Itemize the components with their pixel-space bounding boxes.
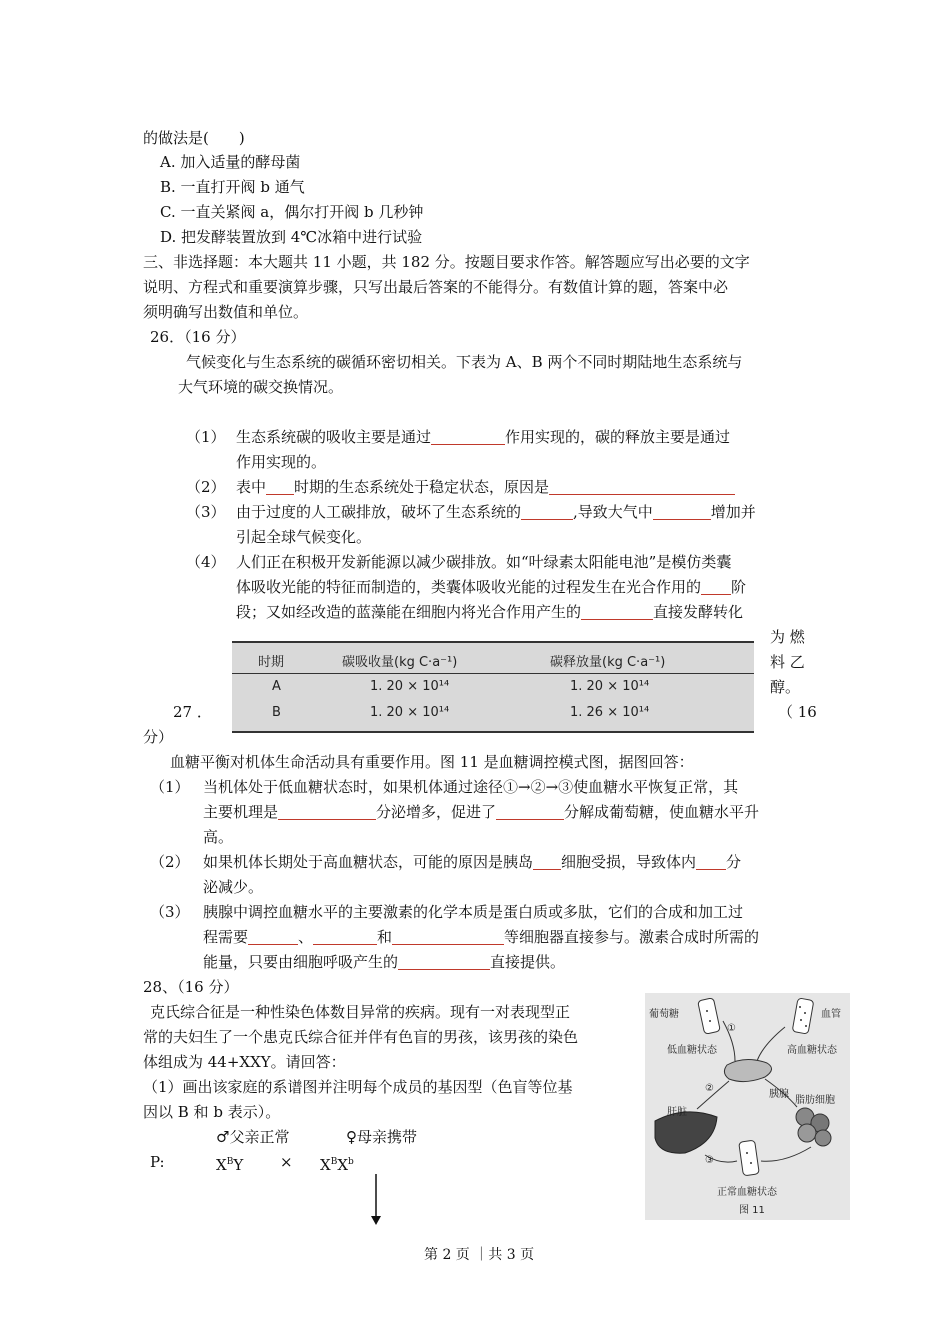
q26-item-3: 由于过度的人工碳排放，破坏了生态系统的 ,导致大气中 增加并 [236,503,756,521]
answer-blank[interactable] [398,954,490,970]
diagram-label: 胰腺 [769,1089,789,1100]
father-genotype: $X^BY$ [216,1156,244,1174]
text-line: 胰腺中调控血糖水平的主要激素的化学本质是蛋白质或多肽，它们的合成和加工过 [203,903,744,921]
text-line: 高。 [203,828,234,846]
q27-num-3: （3） [150,903,190,921]
answer-blank[interactable] [581,604,653,620]
q26-num-1: （1） [186,428,226,446]
text-line: 体组成为 44+XXY。请回答： [143,1053,346,1071]
diagram-label: 血管 [821,1009,841,1020]
mother-genotype: $X^BX^b$ [320,1156,354,1174]
q27-num-1: （1） [150,778,190,796]
q26-item-4b: 体吸收光能的特征而制造的，类囊体吸收光能的过程发生在光合作用的 阶 [236,578,747,596]
q27-num-2: （2） [150,853,190,871]
page-footer: 第 2 页 ｜共 3 页 [424,1247,535,1263]
generation-label: P: [150,1153,165,1171]
diagram-label: ① [727,1023,736,1034]
diagram-label: ② [705,1083,714,1094]
q27-item-1b: 主要机理是 分泌增多，促进了 分解成葡萄糖，使血糖水平升 [203,803,760,821]
table-cell: 1. 20 × 10¹⁴ [570,679,650,694]
answer-blank[interactable] [549,479,735,495]
carbon-exchange-table [232,641,754,733]
cross-symbol: × [280,1153,293,1171]
text-line: 料 乙 [770,653,805,671]
text-line: 常的夫妇生了一个患克氏综合征并伴有色盲的男孩，该男孩的染色 [143,1028,579,1046]
q26-item-1: 生态系统碳的吸收主要是通过 作用实现的，碳的释放主要是通过 [236,428,731,446]
text-line: 醇。 [770,678,801,696]
text-line: （ 16 [778,703,817,721]
diagram-label: 高血糖状态 [787,1045,837,1056]
section-heading: 三、非选择题：本大题共 11 小题，共 182 分。按题目要求作答。解答题应写出必要的文字 [143,253,750,271]
text-line: 说明、方程式和重要演算步骤，只写出最后答案的不能得分。有数值计算的题，答案中必 [143,278,729,296]
answer-blank[interactable] [521,504,573,520]
answer-blank[interactable] [266,479,294,495]
text-line: 克氏综合征是一种性染色体数目异常的疾病。现有一对表现型正 [150,1003,571,1021]
table-header: 时期 [258,655,285,670]
q27-item-2: 如果机体长期处于高血糖状态，可能的原因是胰岛 细胞受损，导致体内 分 [203,853,742,871]
question-28-heading: 28、（16 分） [143,978,239,996]
option-b: B. 一直打开阀 b 通气 [160,178,305,196]
diagram-label: 脂肪细胞 [795,1095,835,1106]
text-line: 的做法是( ) [143,129,245,147]
answer-blank[interactable] [278,804,376,820]
diagram-label: ③ [705,1155,714,1166]
blood-sugar-diagram [645,993,850,1220]
q27-item-3f: 能量，只要由细胞呼吸产生的 直接提供。 [203,953,566,971]
q26-num-3: （3） [186,503,226,521]
answer-blank[interactable] [653,504,711,520]
text-line: 大气环境的碳交换情况。 [178,378,344,396]
option-c: C. 一直关紧阀 a，偶尔打开阀 b 几秒钟 [160,203,424,221]
diagram-label: 葡萄糖 [649,1009,679,1020]
text-line: 气候变化与生态系统的碳循环密切相关。下表为 A、B 两个不同时期陆地生态系统与 [186,353,743,371]
q26-item-4d: 段；又如经改造的蓝藻能在细胞内将光合作用产生的 直接发酵转化 [236,603,744,621]
q26-num-2: （2） [186,478,226,496]
text-line: 血糖平衡对机体生命活动具有重要作用。图 11 是血糖调控模式图，据图回答： [170,753,694,771]
option-d: D. 把发酵装置放到 4℃冰箱中进行试验 [160,228,423,246]
text-line: 分） [143,728,174,746]
diagram-label: 低血糖状态 [667,1045,717,1056]
table-cell: A [272,679,281,694]
question-27-heading: 27 ． [173,703,212,721]
text-line: （1）画出该家庭的系谱图并注明每个成员的基因型（色盲等位基 [143,1078,573,1096]
answer-blank[interactable] [696,854,726,870]
diagram-label: 正常血糖状态 [717,1187,777,1198]
table-header-row [232,643,754,674]
text-line: 作用实现的。 [236,453,327,471]
answer-blank[interactable] [313,929,377,945]
answer-blank[interactable] [248,929,298,945]
text-line: 泌减少。 [203,878,264,896]
text-line: 因以 B 和 b 表示）。 [143,1103,281,1121]
text-line: 须明确写出数值和单位。 [143,303,309,321]
down-arrow-icon [366,1172,386,1228]
q27-item-3b: 程需要 、 和 等细胞器直接参与。激素合成时所需的 [203,928,760,946]
q26-item-2: 表中 时期的生态系统处于稳定状态，原因是 [236,476,735,498]
answer-blank[interactable] [533,854,561,870]
text-line: 引起全球气候变化。 [236,528,372,546]
text-line: 当机体处于低血糖状态时，如果机体通过途径①→②→③使血糖水平恢复正常，其 [203,778,739,796]
table-header: 碳释放量(kg C·a⁻¹) [550,655,666,670]
table-cell: B [272,705,281,720]
question-26-heading: 26．（16 分） [150,328,246,346]
father-label: ♂父亲正常 [216,1128,290,1146]
answer-blank[interactable] [701,579,731,595]
text-line: 为 燃 [770,628,805,646]
table-header: 碳吸收量(kg C·a⁻¹) [342,655,458,670]
option-a: A. 加入适量的酵母菌 [160,153,301,171]
figure-caption: 图 11 [739,1205,765,1216]
mother-label: ♀母亲携带 [346,1128,417,1146]
table-cell: 1. 26 × 10¹⁴ [570,705,650,720]
answer-blank[interactable] [392,929,504,945]
answer-blank[interactable] [431,429,505,445]
answer-blank[interactable] [496,804,564,820]
table-cell: 1. 20 × 10¹⁴ [370,679,450,694]
q26-num-4: （4） [186,553,226,571]
table-cell: 1. 20 × 10¹⁴ [370,705,450,720]
text-line: 人们正在积极开发新能源以减少碳排放。如“叶绿素太阳能电池”是模仿类囊 [236,553,732,571]
diagram-label: 肝脏 [667,1107,687,1118]
